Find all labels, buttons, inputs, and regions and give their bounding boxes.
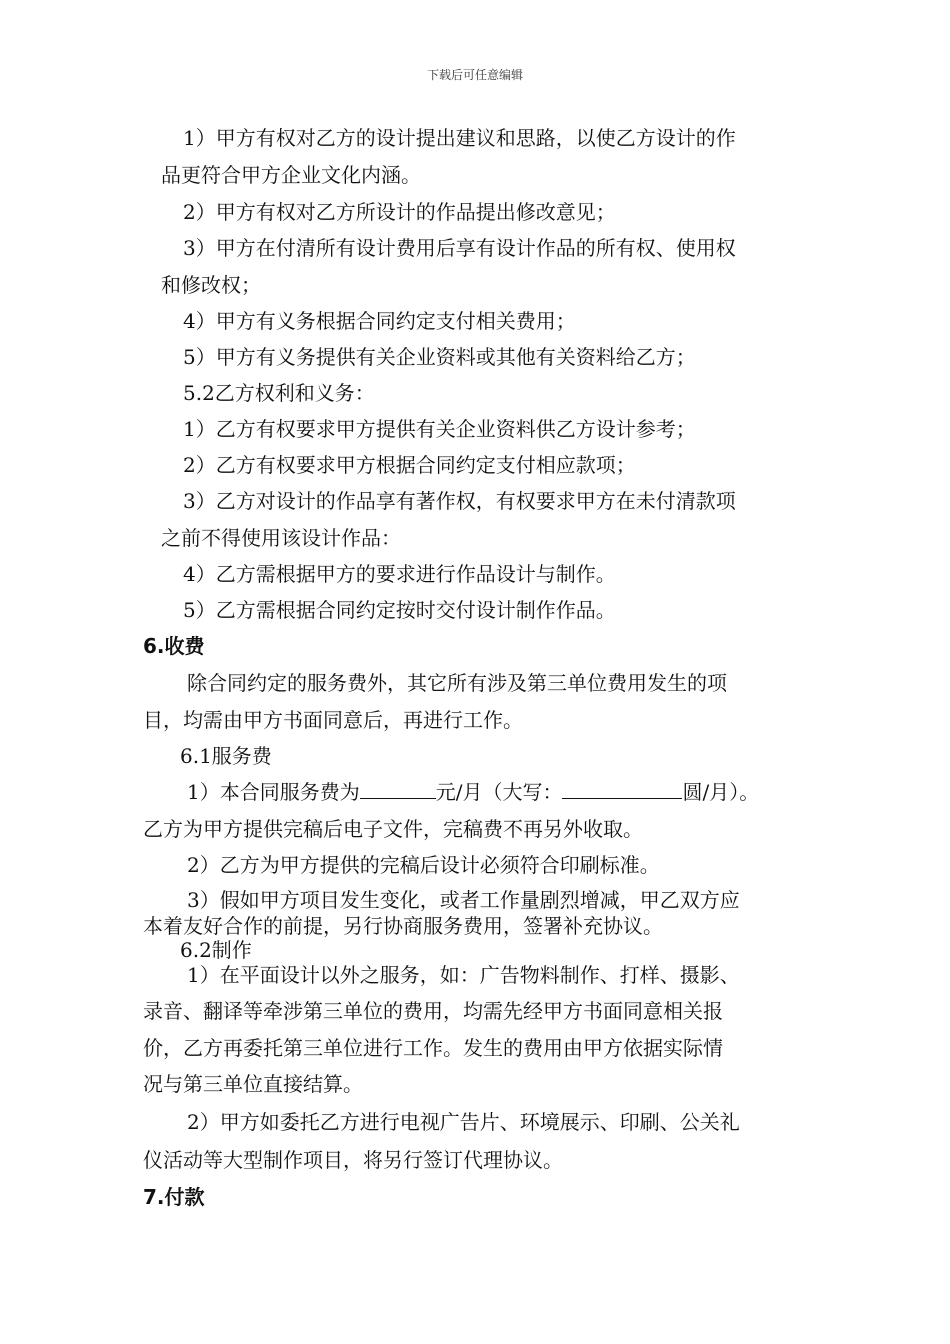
subsection-heading: 6.1服务费 xyxy=(180,744,272,768)
subsection-heading: 5.2乙方权利和义务： xyxy=(183,381,375,405)
fee-unit-label: 元/月（大写： xyxy=(435,780,563,804)
text-line: 目，均需由甲方书面同意后，再进行工作。 xyxy=(143,708,523,732)
text-line: 本着友好合作的前提，另行协商服务费用，签署补充协议。 xyxy=(143,914,663,938)
subsection-heading: 6.2制作 xyxy=(180,938,252,962)
text-line: 3）假如甲方项目发生变化，或者工作量剧烈增减，甲乙双方应 xyxy=(187,888,740,912)
text-line: 仪活动等大型制作项目，将另行签订代理协议。 xyxy=(143,1148,563,1172)
text-line: 1）在平面设计以外之服务，如：广告物料制作、打样、摄影、 xyxy=(187,963,740,987)
section-heading-7: 7.付款 xyxy=(143,1185,205,1209)
text-line: 5）乙方需根据合同约定按时交付设计制作作品。 xyxy=(183,598,616,622)
text-line: 和修改权； xyxy=(161,273,261,297)
page-header: 下载后可任意编辑 xyxy=(426,68,523,82)
section-heading-6: 6.收费 xyxy=(143,634,205,658)
text-line: 3）甲方在付清所有设计费用后享有设计作品的所有权、使用权 xyxy=(183,236,736,260)
text-line: 乙方为甲方提供完稿后电子文件，完稿费不再另外收取。 xyxy=(143,817,643,841)
fee-in-words-blank xyxy=(562,780,682,799)
fee-line xyxy=(187,780,759,804)
text-line: 品更符合甲方企业文化内涵。 xyxy=(161,163,421,187)
text-line: 2）甲方如委托乙方进行电视广告片、环境展示、印刷、公关礼 xyxy=(187,1110,740,1134)
text-line: 2）乙方有权要求甲方根据合同约定支付相应款项； xyxy=(183,453,636,477)
text-line: 价，乙方再委托第三单位进行工作。发生的费用由甲方依据实际情 xyxy=(143,1036,723,1060)
text-line: 况与第三单位直接结算。 xyxy=(143,1072,363,1096)
text-line: 2）乙方为甲方提供的完稿后设计必须符合印刷标准。 xyxy=(187,853,660,877)
fee-unit-close: 圆/月）。 xyxy=(682,780,760,804)
text-line: 1）乙方有权要求甲方提供有关企业资料供乙方设计参考； xyxy=(183,417,696,441)
fee-label: 1）本合同服务费为 xyxy=(187,780,360,804)
text-line: 3）乙方对设计的作品享有著作权，有权要求甲方在未付清款项 xyxy=(183,489,736,513)
text-line: 2）甲方有权对乙方所设计的作品提出修改意见； xyxy=(183,200,616,224)
text-line: 4）甲方有义务根据合同约定支付相关费用； xyxy=(183,309,576,333)
text-line: 1）甲方有权对乙方的设计提出建议和思路，以使乙方设计的作 xyxy=(183,126,736,150)
text-line: 除合同约定的服务费外，其它所有涉及第三单位费用发生的项 xyxy=(187,671,727,695)
monthly-fee-blank xyxy=(360,780,436,799)
text-line: 4）乙方需根据甲方的要求进行作品设计与制作。 xyxy=(183,562,616,586)
text-line: 之前不得使用该设计作品： xyxy=(161,526,401,550)
text-line: 5）甲方有义务提供有关企业资料或其他有关资料给乙方； xyxy=(183,345,696,369)
text-line: 录音、翻译等牵涉第三单位的费用，均需先经甲方书面同意相关报 xyxy=(143,999,723,1023)
